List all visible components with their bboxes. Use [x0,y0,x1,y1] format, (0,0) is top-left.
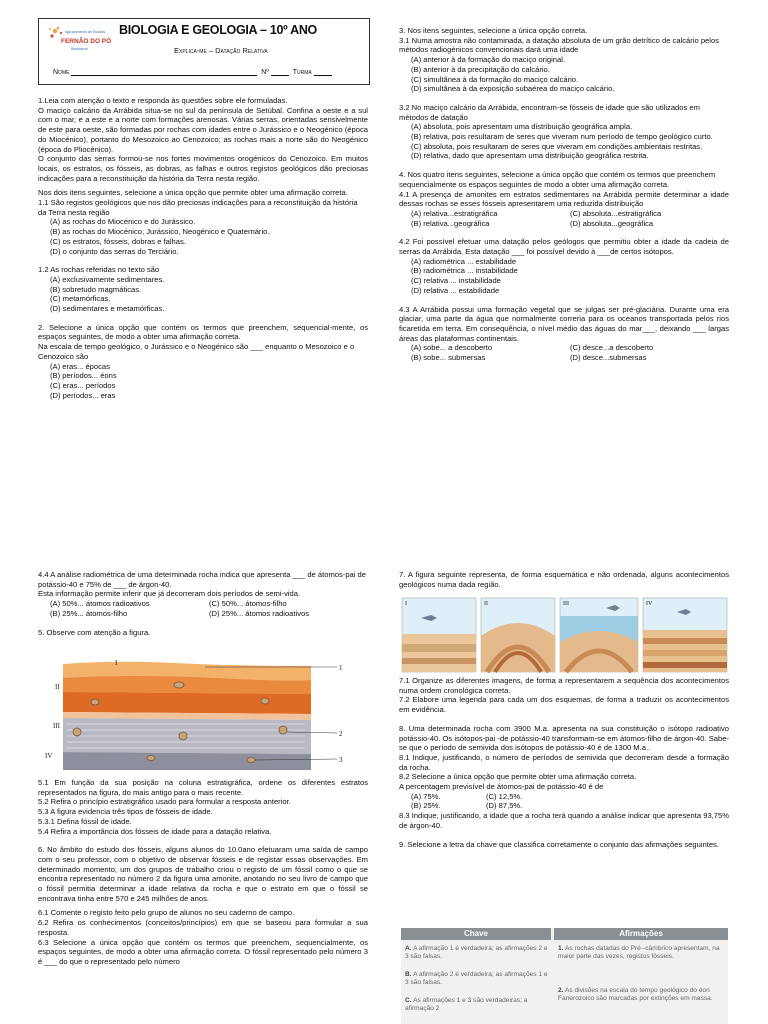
q2-option[interactable]: (B) períodos... éons [50,371,117,381]
q5-4: 5.4 Refira a importância dos fósseis de idade para a datação relativa. [38,826,272,836]
q4-3-option[interactable]: (D) desce...submersas [570,353,647,363]
q2-option[interactable]: (C) eras... períodos [50,380,116,390]
page-subtitle: Explica-me – Datação Relativa [174,46,268,55]
key-text: As afirmações 1 e 3 são verdadeiras; a afirmação 2 [405,997,528,1012]
q8-stem: 8. Uma determinada rocha com 3900 M.a. apresenta na sua constituição o isótopo radioativo potássio-40. Os isótopos-pai -de potássio-40 transformam-se em átomos-filho de árgon-40. Sabe-se que o período de semivida dos isótopos de potássio-40 é de 1300 M.a.. [399,723,729,753]
q6-3: 6.3 Selecione a única opção que contém os termos que preenchem, sequencialmente, os espaços seguintes, de modo a obter uma afirmação correta. O fóssil representado pelo número 3 é ___ do que o representado pelo número [38,937,368,966]
q8-2-stem: 8.2 Selecione a única opção que permite obter uma afirmação correta. [399,772,637,782]
key-row[interactable] [405,971,551,987]
q4-4-option[interactable]: (D) 25%... átomos radioativos [209,608,310,618]
ammonite-icon [179,732,187,740]
event-panel [481,598,555,672]
logo-text-top: Agrupamento de Escolas [65,30,106,34]
ammonite-icon [73,728,81,736]
q3-1-option[interactable]: (A) anterior à da formação do maciço original. [411,55,566,65]
panel-label: I [405,601,407,607]
q2-option[interactable]: (A) eras... épocas [50,361,110,371]
page-title: BIOLOGIA E GEOLOGIA – 10º ANO [119,23,317,37]
q4-2-option[interactable]: (C) relativa ... instabilidade [411,276,501,286]
table-header-afirmacoes: Afirmações [554,928,728,940]
q1-2-option[interactable]: (C) metamórficas. [50,294,111,304]
left-column-bottom [38,570,368,637]
logo-text-bottom: Bombarral [71,47,88,51]
q2-option[interactable]: (D) períodos... eras [50,390,116,400]
school-logo-icon [47,25,112,61]
q5-3: 5.3 A figura evidencia três tipos de fósseis de idade. [38,807,213,817]
right-column-top [399,26,729,363]
fossil-icon [147,756,155,761]
fossil-icon [91,699,99,705]
q1-2-option[interactable]: (B) sobretudo magmáticas. [50,284,142,294]
q3-2-option[interactable]: (C) absoluta, pois resultaram de seres que viveram em condições ambientais restritas. [411,141,703,151]
q4-4-options-row [38,599,368,609]
q9-key-table [401,928,728,1024]
nome-label: Nome [53,69,70,76]
nome-field[interactable] [71,67,257,76]
q4-3-option[interactable]: (C) desce...a descoberto [570,343,654,353]
q8-2-sentence: A percentagem previsível de átomos-pai de potássio-40 é de [399,782,604,792]
q4-3-stem: 4.3 A Arrábida possui uma formação vegetal que se julgas ser pré-glaciária. Durante uma era glaciar, uma parte da água que normalmente correria para os oceanos transportada pelos rios ficaretida em terra. Em consequência, o nível médio das águas do mar___, deixando ___ largas áreas das plataformas continentais. [399,304,729,343]
q6-stem: 6. No âmbito do estudo dos fósseis, alguns alunos do 10.0ano efetuaram uma saída de campo com o seu professor, com o objetivo de observar fósseis e de registar essas observações. Em determinado momento, um dos grupos de trabalho criou o registo de um fóssil como o que se encontra representado no número 2 da figura uma amonite, anotando no seu livro de campo que o fóssil permitia determinar a idade relativa da rocha e que o estrato em que o fóssil se encontrava tinha entre 570 e 245 milhões de anos. [38,845,368,903]
q8-2-option[interactable]: (B) 25%. [411,801,441,811]
ammonite-icon [279,726,287,734]
q3-2-option[interactable]: (B) relativa, pois resultaram de seres que viveram num período de tempo geológico curto. [411,132,713,142]
stratum-label: IV [45,752,53,760]
q1-instruction: 1.Leia com atenção o texto e responda às questões sobre ele formuladas. [38,96,288,105]
q1-text-p1: O maciço calcário da Arrábida situa-se no sul da península de Setúbal. Confina a oeste e a sul com o mar, e a este e a norte com formações arenosas. Várias serras, orientadas sensivelmente de este para oeste, são formadas por rochas com idades entre o Jurássico e o Neogénico (época do Miocénico), portanto do Mesozoico ao Cenozoico; as rochas mais a norte são do Neogénico (época do Pliocénico). [38,105,368,154]
q4-3-option[interactable]: (B) sobe... submersas [411,353,486,363]
q3-2-stem: 3.2 No maciço calcário da Arrábida, encontram-se fósseis de idade que são utilizados em métodos de datação [399,102,700,122]
q3-2-option[interactable]: (A) absoluta, pois apresentam uma distribuição geográfica ampla. [411,122,633,132]
q4-instruction: 4. Nos quatro itens seguintes, selecione a única opção que contém os termos que preenchem sequencialmente os espaços seguintes de modo a obter uma afirmação correta. [399,170,716,189]
fossil-icon [174,682,184,688]
q3-1-option[interactable]: (C) simultânea à da formação do maciço calcário. [411,74,579,84]
statement-text: As rochas datadas do Pré--câmbrico apresentam, na maior parte das vezes, registos fósseis. [558,945,720,960]
q4-4-sentence: Esta informação permite inferir que já decorreram dois períodos de semi-vida. [38,589,301,599]
strata-figure [45,658,355,770]
q4-2-stem: 4.2 Foi possível efetuar uma datação pelos geólogos que permitiu obter a idade da cadeia de serras da Arrábida. Esta datação ___ foi possível devido à ___de certos isótopos. [399,237,729,257]
q5-2: 5.2 Refira o princípio estratigráfico usado para formular a resposta anterior. [38,797,291,807]
q3-1-option[interactable]: (B) anterior à da precipitação do calcário. [411,64,550,74]
q1-1-stem: 1.1 São registos geológicos que nos dão preciosas indicações para a reconstituição da história da Terra nesta região [38,198,358,217]
panel-label: II [484,601,488,607]
q1-2-option[interactable]: (D) sedimentares e metamórficas. [50,304,165,314]
q7-1: 7.1 Organize as diferentes imagens, de forma a representarem a sequência dos acontecimentos numa ordem cronológica correta. [399,676,729,695]
key-row[interactable] [405,997,551,1013]
q4-1-option[interactable]: (D) absoluta...geográfica [570,218,654,228]
q1-2-stem: 1.2 As rochas referidas no texto são [38,265,160,275]
q4-2-option[interactable]: (A) radiométrica ... estabilidade [411,256,517,266]
q6-2: 6.2 Refira os conhecimentos (conceitos/princípios) em que se baseou para formular a sua resposta. [38,918,368,937]
q8-3: 8.3 Indique, justificando, a idade que a rocha terá quando a análise indicar que apresenta 93,75% de árgon-40. [399,811,729,830]
q2-stem: 2. Selecione a única opção que contém os termos que preenchem, sequencial-mente, os espaços seguintes, de modo a obter uma afirmação correta. [38,322,368,342]
q7-2: 7.2 Elabore uma legenda para cada um dos esquemas, de forma a traduzir os acontecimentos em evidência. [399,695,729,715]
statement-row [558,987,724,1003]
q8-2-options-row [399,792,561,802]
fossil-icon [247,758,255,763]
q4-1-option[interactable]: (C) absoluta...estratigráfica [570,208,662,218]
q4-1-option[interactable]: (A) relativa...estratigráfica [411,208,498,218]
q8-1: 8.1 Indique, justificando, o número de períodos de semivida que decorreram desde a formação da rocha. [399,752,729,772]
q8-2-option[interactable]: (C) 12,5%. [486,791,523,801]
q4-1-stem: 4.1 A presença de amonites em estratos sedimentares na Arrábida permite determinar a idade dessas rochas se esses fósseis apresentarem uma reduzida distribuição [399,189,729,209]
event-panel [643,598,727,672]
student-info-row [53,67,332,76]
q1-1-option[interactable]: (D) o conjunto das serras do Terciário. [50,246,179,256]
q3-2-option[interactable]: (D) relativa, dado que apresentam uma distribuição geográfica restrita. [411,151,649,161]
q4-3-option[interactable]: (A) sobe... a descoberto [411,343,493,353]
fossil-number-label: 1 [339,664,343,672]
turma-label: Turma [292,69,312,76]
geology-events-figure [401,596,728,674]
q4-2-option[interactable]: (B) radiométrica ... instabilidade [411,266,518,276]
key-letter: A. [405,945,412,952]
q4-4-option[interactable]: (C) 50%... átomos-filho [209,599,287,609]
q1-1-option[interactable]: (A) as rochas do Miocénico e do Jurássico. [50,217,196,227]
stratum-label: I [115,659,118,667]
panel-label: III [563,601,569,607]
q4-1-options-row [399,209,729,219]
q6-1: 6.1 Comente o registo feito pelo grupo de alunos no seu caderno de campo. [38,908,295,918]
q1-1-option[interactable]: (C) os estratos, fósseis, dobras e falhas. [50,236,186,246]
header-box [38,18,370,85]
q5-1: 5.1 Em função da sua posição na coluna estratigráfica, ordene os diferentes estratos representados na figura, do mais antigo para o mais recente. [38,778,368,797]
school-logo [47,25,112,61]
geology-events-illustration [401,596,728,674]
q4-4-stem: 4.4 A análise radiométrica de uma determinada rocha indica que apresenta ___ de átomos-pai de potássio-40 e 75% de ___ de árgon-40. [38,570,367,589]
key-text: A afirmação 2 é verdadeira; as afirmações 1 e 3 são falsas. [405,971,548,986]
turma-field[interactable] [314,67,332,76]
q3-1-stem: 3.1 Numa amostra não contaminada, a datação absoluta de um grão detrítico de calcário pelos métodos radiogénicos convencionais dará uma idade [399,35,719,55]
table-header-chave: Chave [401,928,551,940]
q4-1-option[interactable]: (B) relativa...geográfica [411,218,490,228]
numero-field[interactable] [271,67,289,76]
q1-intro: Nos dois itens seguintes, selecione a única opção que permite obter uma afirmação correta. [38,188,348,198]
key-text: A afirmação 1 é verdadeira; as afirmações 2 e 3 são falsas. [405,945,548,960]
left-column-q5-q6 [38,778,368,967]
fossil-number-label: 2 [339,730,343,738]
q5-3-1: 5.3.1 Defina fóssil de idade. [38,816,132,826]
q4-3-options-row [399,343,729,353]
statement-number: 2. [558,987,564,994]
q4-4-options-row [38,609,368,619]
q4-2-option[interactable]: (D) relativa ... estabilidade [411,285,500,295]
statement-number: 1. [558,945,564,952]
q3-1-option[interactable]: (D) simultânea à da exposição subaérea do maciço calcário. [411,84,615,94]
q8-2-option[interactable]: (A) 75%. [411,791,441,801]
statement-row [558,945,724,961]
key-row[interactable] [405,945,551,961]
q1-text-p2: O conjunto das serras formou-se nos fortes movimentos orogénicos do Cenozoico. Em muitos locais, os estratos, os fósseis, as dobras, as falhas e outros registos geológicos dão preciosas indicações para a reconstituição da história da Terra nesta região. [38,154,368,183]
q7-stem: 7. A figura seguinte representa, de forma esquemática e não ordenada, alguns acontecimentos geológicos numa dada região. [399,570,729,589]
q8-2-options-row [399,801,561,811]
q9-stem: 9. Selecione a letra da chave que classifica corretamente o conjunto das afirmações seguintes. [399,839,719,849]
q1-2-option[interactable]: (A) exclusivamente sedimentares. [50,274,165,284]
q1-1-option[interactable]: (B) as rochas do Miocénico, Jurássico, Neogénico e Quaternário. [50,227,270,237]
q4-4-option[interactable]: (B) 25%... átomos-filho [50,608,128,618]
numero-label: Nº [261,69,269,76]
panel-label: IV [646,601,653,607]
q3-instruction: 3. Nos itens seguintes, selecione a única opção correta. [399,26,588,35]
q5-stem: 5. Observe com atenção a figura. [38,627,151,637]
logo-text-main: FERNÃO DO PÓ [61,38,112,45]
q8-2-option[interactable]: (D) 87,5%. [486,801,523,811]
fossil-icon [261,698,269,704]
statement-text: As divisões na escala do tempo geológico do éon Fanerozoico são marcadas por extinções em massa. [558,987,713,1002]
q2-sentence: Na escala de tempo geológico, o Jurássico e o Neogénico são ___ enquanto o Mesozoico e o Cenozoico são [38,342,355,361]
stratum-label: II [55,683,60,691]
fossil-number-label: 3 [339,756,343,764]
q4-1-options-row [399,219,729,229]
stratum-label: III [53,722,60,730]
event-panel [560,598,638,672]
left-column-top [38,96,368,400]
key-letter: C. [405,997,412,1004]
q4-4-option[interactable]: (A) 50%... átomos radioativos [50,599,150,609]
key-letter: B. [405,971,412,978]
right-column-q7 [399,570,729,589]
q4-3-options-row [399,353,729,363]
strata-illustration [45,658,355,770]
right-column-q7-q9 [399,676,729,849]
event-panel [402,598,476,672]
